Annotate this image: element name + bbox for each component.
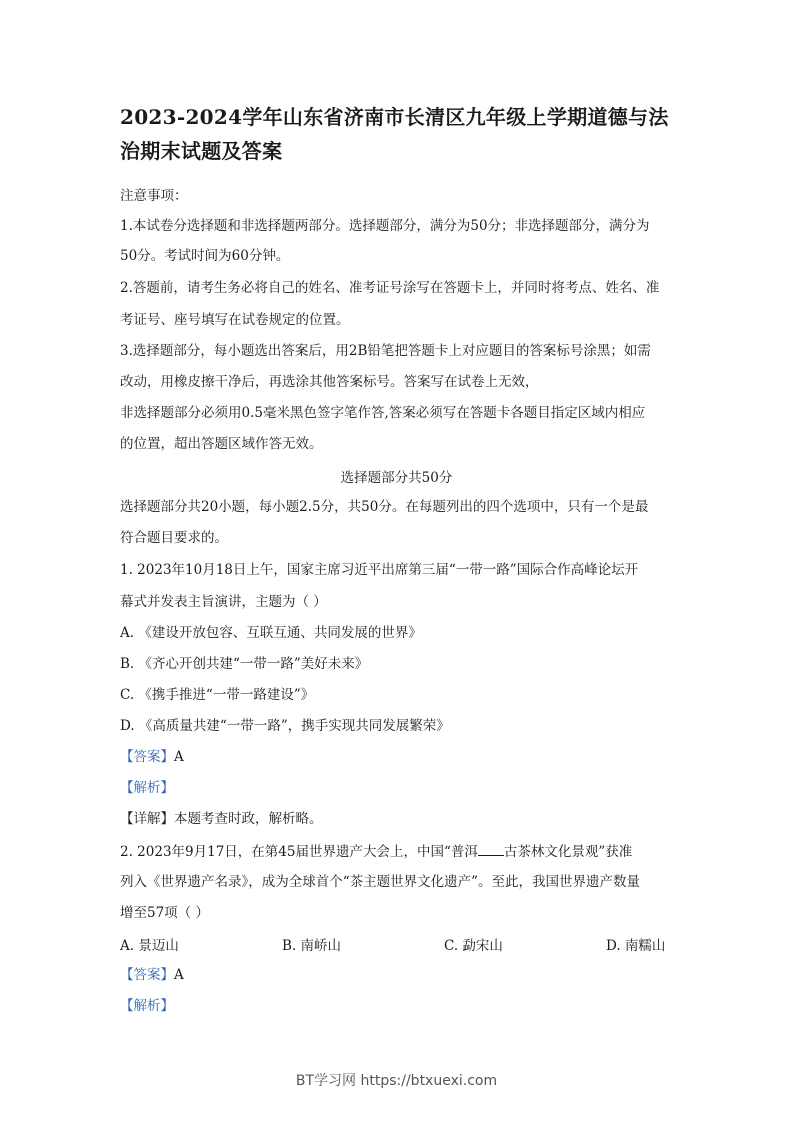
question-2-stem [120, 841, 632, 862]
question-2-option-d: D. 南糯山 [606, 938, 666, 954]
question-2-analysis-tag: 【解析】 [120, 998, 174, 1014]
section-title: 选择题部分共50分 [340, 470, 453, 486]
notice-line: 考证号、座号填写在试卷规定的位置。 [120, 312, 350, 328]
question-2-answer [120, 965, 184, 985]
notice-line: 2.答题前，请考生务必将自己的姓名、准考证号涂写在答题卡上，并同时将考点、姓名、准 [120, 280, 660, 296]
notice-line: 1.本试卷分选择题和非选择题两部分。选择题部分，满分为50分；非选择题部分，满分为 [120, 218, 650, 234]
question-1-stem: 幕式并发表主旨演讲，主题为（ ） [120, 594, 327, 610]
question-1-analysis-tag: 【解析】 [120, 780, 174, 796]
question-1-option-a: A. 《建设开放包容、互联互通、共同发展的世界》 [120, 625, 422, 641]
section-intro-line: 符合题目要求的。 [120, 530, 228, 546]
footer-watermark: BT学习网 https://btxuexi.com [295, 1073, 498, 1089]
section-intro-line: 选择题部分共20小题，每小题2.5分，共50分。在每题列出的四个选项中，只有一个是最 [120, 499, 649, 515]
notice-line: 3.选择题部分，每小题选出答案后，用2B铅笔把答题卡上对应题目的答案标号涂黑；如需 [120, 343, 651, 359]
notice-line: 50分。考试时间为60分钟。 [120, 248, 290, 264]
answer-tag: 【答案】 [120, 967, 174, 983]
question-2-option-a: A. 景迈山 [120, 938, 179, 954]
detail-text: 本题考查时政，解析略。 [174, 811, 323, 827]
notice-line: 非选择题部分必须用0.5毫米黑色签字笔作答,答案必须写在答题卡各题目指定区域内相应 [120, 405, 646, 421]
answer-tag: 【答案】 [120, 749, 174, 765]
fill-blank [478, 841, 504, 856]
question-1-option-c: C. 《携手推进“一带一路建设”》 [120, 687, 315, 703]
question-2-stem: 列入《世界遗产名录》，成为全球首个“茶主题世界文化遗产”。至此，我国世界遗产数量 [120, 874, 641, 890]
title-line-1: 2023-2024学年山东省济南市长清区九年级上学期道德与法 [120, 105, 669, 129]
notice-line: 改动，用橡皮擦干净后，再选涂其他答案标号。答案写在试卷上无效， [120, 374, 539, 390]
question-1-detail [120, 809, 323, 829]
notice-heading: 注意事项： [120, 188, 188, 204]
question-2-stem: 增至57项（ ） [120, 905, 209, 921]
question-2-option-b: B. 南峤山 [282, 938, 342, 954]
title-line-2: 治期末试题及答案 [120, 139, 283, 163]
answer-value: A [174, 749, 184, 765]
question-1-option-b: B. 《齐心开创共建“一带一路”美好未来》 [120, 656, 369, 672]
question-1-option-d: D. 《高质量共建“一带一路”，携手实现共同发展繁荣》 [120, 718, 450, 734]
question-2-option-c: C. 勐宋山 [444, 938, 503, 954]
notice-line: 的位置，超出答题区域作答无效。 [120, 436, 323, 452]
answer-value: A [174, 967, 184, 983]
question-1-stem: 1. 2023年10月18日上午，国家主席习近平出席第三届“一带一路”国际合作高峰论坛开 [120, 562, 639, 578]
stem-part: 2. 2023年9月17日，在第45届世界遗产大会上，中国“普洱 [120, 844, 478, 860]
stem-part: 古茶林文化景观”获准 [503, 844, 633, 860]
page-title [120, 100, 680, 168]
question-1-answer [120, 747, 184, 767]
detail-tag: 【详解】 [120, 811, 174, 827]
